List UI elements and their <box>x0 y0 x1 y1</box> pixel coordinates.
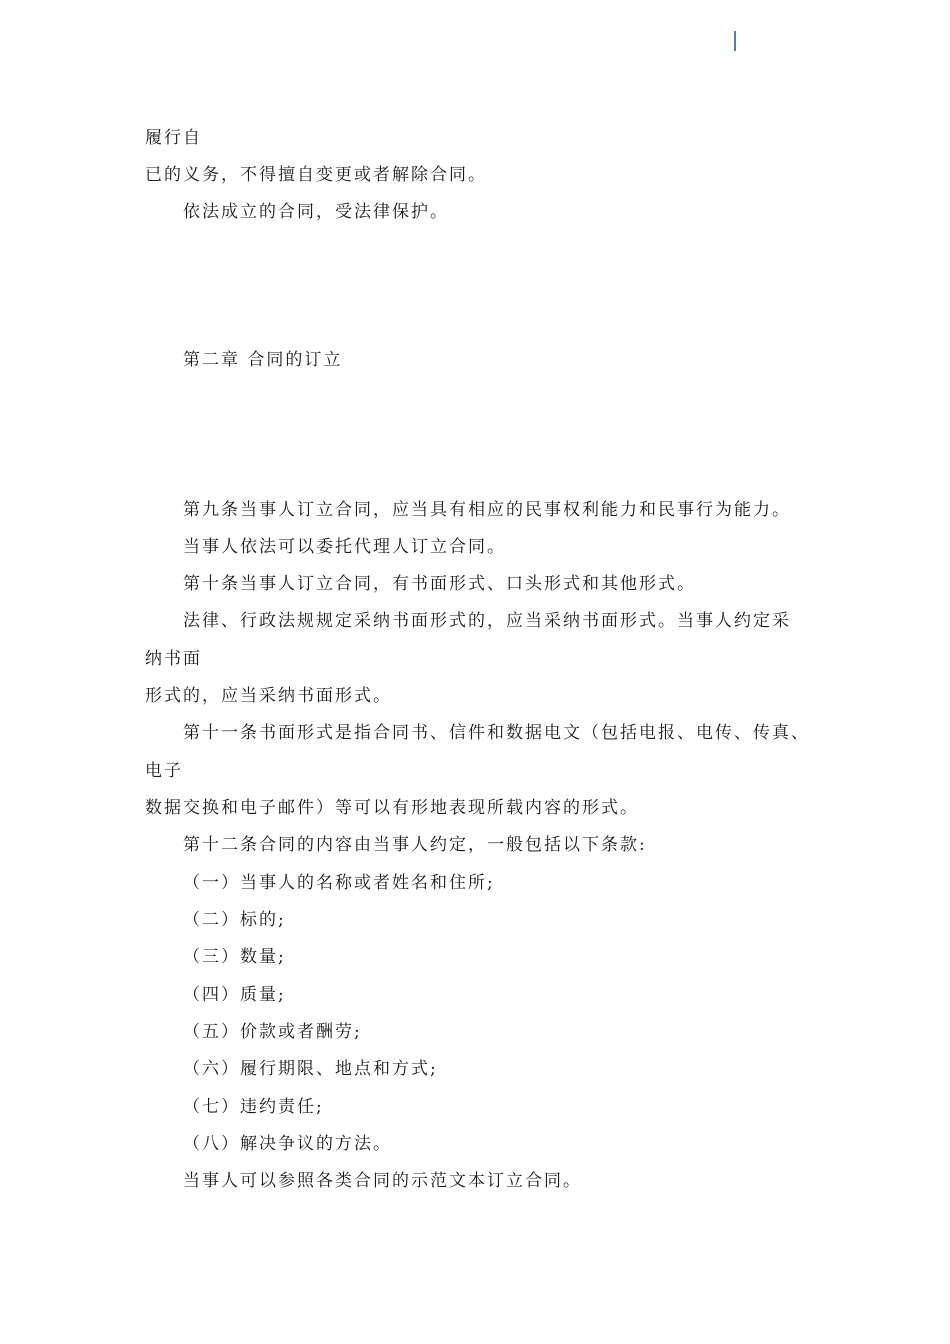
list-item: （七）违约责任; <box>183 1097 324 1117</box>
text-line: 电子 <box>145 761 183 781</box>
list-item: （六）履行期限、地点和方式; <box>183 1059 438 1079</box>
text-line: 数据交换和电子邮件）等可以有形地表现所载内容的形式。 <box>145 798 639 818</box>
chapter-heading: 第二章 合同的订立 <box>183 350 343 370</box>
list-item: （三）数量; <box>183 947 286 967</box>
text-line: 当事人依法可以委托代理人订立合同。 <box>183 537 506 557</box>
text-line: 形式的，应当采纳书面形式。 <box>145 686 392 706</box>
list-item: （一）当事人的名称或者姓名和住所; <box>183 873 495 893</box>
text-line: 纳书面 <box>145 649 202 669</box>
list-item: （四）质量; <box>183 985 286 1005</box>
list-item: （二）标的; <box>183 910 286 930</box>
text-line: 法律、行政法规规定采纳书面形式的，应当采纳书面形式。当事人约定采 <box>183 611 791 631</box>
text-line: 第九条当事人订立合同，应当具有相应的民事权利能力和民事行为能力。 <box>183 500 791 520</box>
text-line: 第十条当事人订立合同，有书面形式、口头形式和其他形式。 <box>183 574 696 594</box>
text-line: 已的义务，不得擅自变更或者解除合同。 <box>145 165 487 185</box>
list-item: （八）解决争议的方法。 <box>183 1134 392 1154</box>
text-cursor-mark <box>734 31 736 51</box>
text-line: 当事人可以参照各类合同的示范文本订立合同。 <box>183 1171 582 1191</box>
text-line: 履行自 <box>145 128 202 148</box>
text-line: 第十一条书面形式是指合同书、信件和数据电文（包括电报、电传、传真、 <box>183 723 810 743</box>
text-line: 依法成立的合同，受法律保护。 <box>183 202 449 222</box>
text-line: 第十二条合同的内容由当事人约定，一般包括以下条款: <box>183 835 647 855</box>
list-item: （五）价款或者酬劳; <box>183 1022 362 1042</box>
